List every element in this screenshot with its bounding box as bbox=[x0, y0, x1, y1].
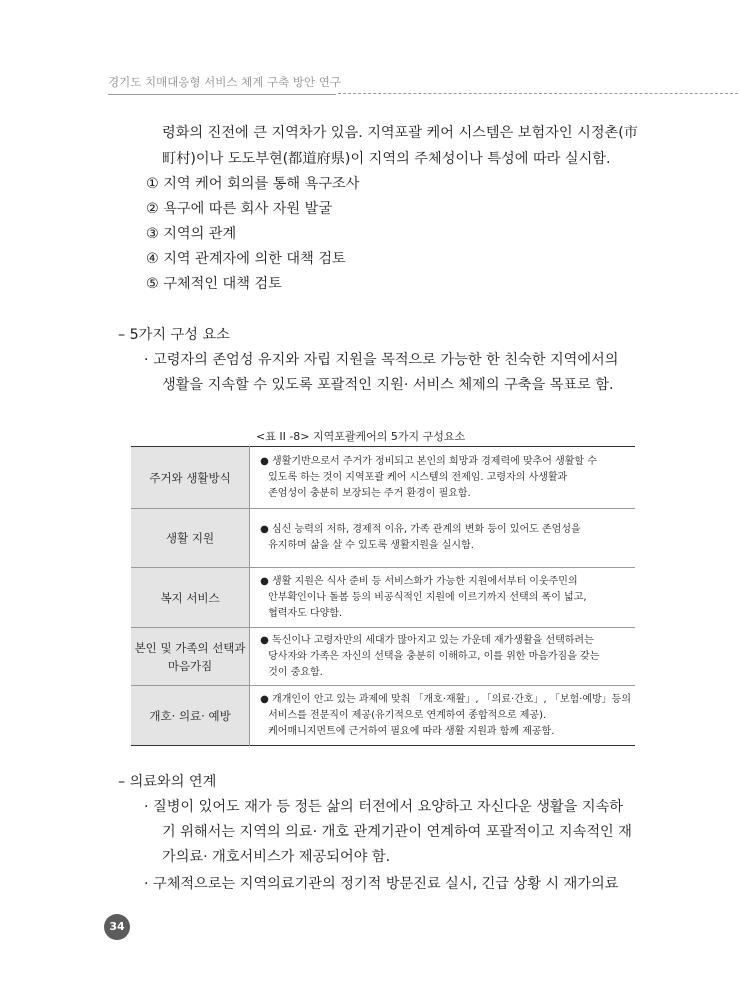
header-rule-solid bbox=[108, 94, 336, 95]
table-caption: <표 II -8> 지역포괄케어의 5가지 구성요소 bbox=[256, 430, 466, 443]
table-description-cell: ● 독신이나 고령자만의 세대가 많아지고 있는 가운데 재가생활을 선택하려는 당사자와 가족은 자신의 선택을 충분히 이해하고, 이를 위한 마음가짐을 갖는 것이 중요함. bbox=[250, 628, 635, 686]
section-heading-components: – 5가지 구성 요소 bbox=[118, 327, 230, 343]
table-category-cell: 생활 지원 bbox=[131, 509, 250, 568]
table-description-cell: ● 심신 능력의 저하, 경제적 이유, 가족 관계의 변화 등이 있어도 존엄성을 유지하며 삶을 살 수 있도록 생활지원을 실시함. bbox=[250, 509, 635, 568]
table-description-cell: ● 생활 지원은 식사 준비 등 서비스화가 가능한 지원에서부터 이웃주민의 안부확인이나 돌봄 등의 비공식적인 지원에 이르기까지 선택의 폭이 넓고, 협력자도 다양함. bbox=[250, 568, 635, 628]
section2-bullet1-line-1: · 질병이 있어도 재가 등 정든 삶의 터전에서 요양하고 자신다운 생활을 지속하 bbox=[144, 799, 623, 815]
step-item: ③ 지역의 관계 bbox=[146, 226, 237, 242]
section2-bullet2-line-1: · 구체적으로는 지역의료기관의 정기적 방문진료 실시, 긴급 상황 시 재가의료 bbox=[144, 876, 619, 892]
table-category-cell: 복지 서비스 bbox=[131, 568, 250, 628]
table-row bbox=[131, 628, 635, 686]
intro-line-1: 령화의 진전에 큰 지역차가 있음. 지역포괄 케어 시스템은 보험자인 시정촌(市 bbox=[162, 125, 638, 141]
header-title: 경기도 치매대응형 서비스 체계 구축 방안 연구 bbox=[108, 75, 342, 89]
section2-bullet1-line-2: 기 위해서는 지역의 의료· 개호 관계기관이 연계하여 포괄적이고 지속적인 재 bbox=[162, 824, 632, 840]
table-row bbox=[131, 509, 635, 568]
intro-line-2: 町村)이나 도도부현(都道府県)이 지역의 주체성이나 특성에 따라 실시함. bbox=[162, 151, 611, 167]
table-row bbox=[131, 686, 635, 746]
section-heading-medical: – 의료와의 연계 bbox=[118, 774, 217, 790]
section1-bullet-line-2: 생활을 지속할 수 있도록 포괄적인 지원· 서비스 체제의 구축을 목표로 함. bbox=[162, 377, 614, 393]
step-item: ① 지역 케어 회의를 통해 욕구조사 bbox=[146, 176, 360, 192]
table-description-cell: ● 개개인이 안고 있는 과제에 맞춰 「개호·재활」, 「의료·간호」, 「보험·예방」등의 서비스를 전문직이 제공(유기적으로 연계하여 종합적으로 제공). 케어매니지먼트에 근거하여 필요에 따라 생활 지원과 함께 제공함. bbox=[260, 693, 631, 737]
step-item: ⑤ 구체적인 대책 검토 bbox=[146, 276, 282, 292]
table-category-cell: 주거와 생활방식 bbox=[131, 447, 250, 509]
table-description-cell: ● 생활기반으로서 주거가 정비되고 본인의 희망과 경제력에 맞추어 생활할 수 있도록 하는 것이 지역포괄 케어 시스템의 전제임. 고령자의 사생활과 존엄성이 충분히 보장되는 주거 환경이 필요함. bbox=[250, 447, 635, 509]
table-row bbox=[131, 568, 635, 628]
components-table bbox=[131, 446, 635, 746]
section1-bullet-line-1: · 고령자의 존엄성 유지와 자립 지원을 목적으로 가능한 한 친숙한 지역에서의 bbox=[144, 352, 619, 368]
table-category-cell: 본인 및 가족의 선택과 마음가짐 bbox=[131, 628, 250, 686]
page-number-badge: 34 bbox=[104, 914, 130, 940]
section2-bullet1-line-3: 가의료· 개호서비스가 제공되어야 함. bbox=[162, 849, 391, 865]
table-category-cell: 개호· 의료· 예방 bbox=[131, 686, 250, 746]
header-rule-dashed bbox=[338, 93, 738, 94]
step-item: ④ 지역 관계자에 의한 대책 검토 bbox=[146, 251, 346, 267]
table-row bbox=[131, 447, 635, 509]
step-item: ② 욕구에 따른 회사 자원 발굴 bbox=[146, 201, 333, 217]
